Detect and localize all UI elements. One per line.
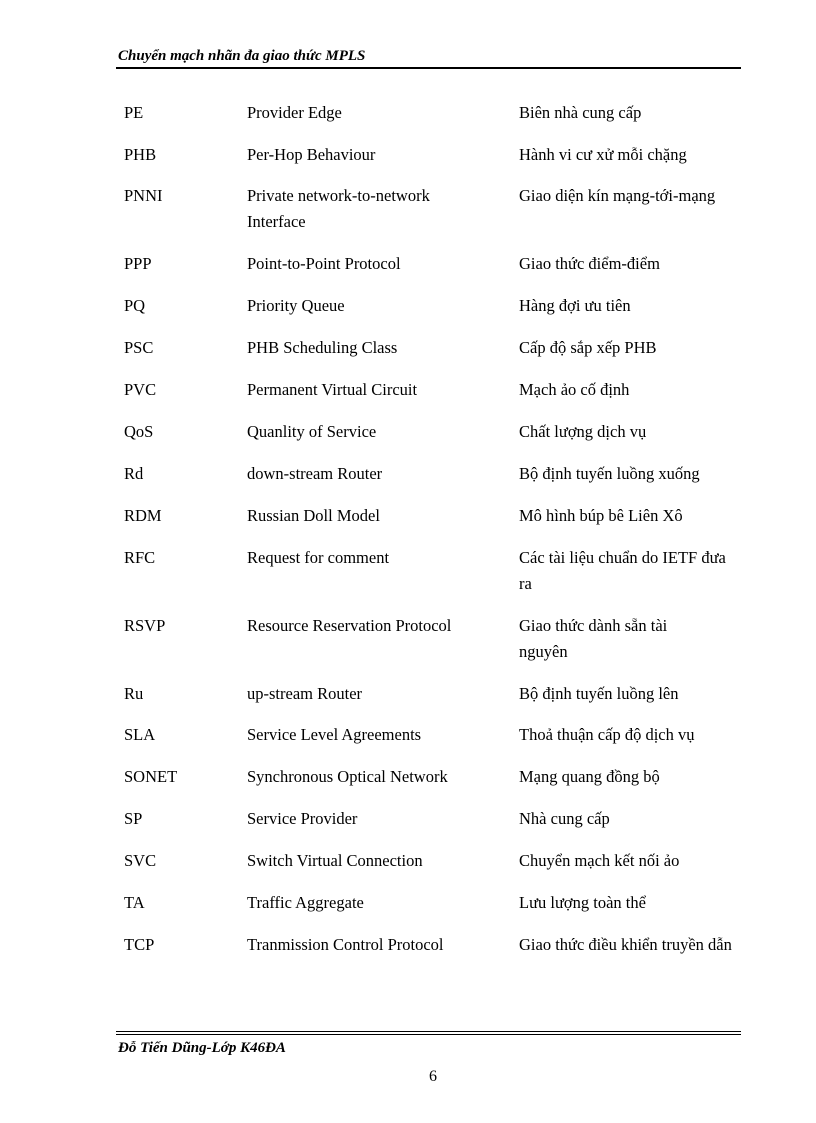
term: Point-to-Point Protocol [247, 254, 401, 273]
page-number: 6 [429, 1068, 437, 1085]
term: Provider Edge [247, 103, 342, 122]
meaning: Cấp độ sắp xếp PHB [519, 338, 657, 357]
abbreviation: RSVP [124, 616, 166, 635]
meaning: Chuyển mạch kết nối ảo [519, 851, 680, 870]
meaning: Giao diện kín mạng-tới-mạng [519, 186, 716, 205]
term: Quanlity of Service [247, 422, 377, 441]
meaning: Lưu lượng toàn thể [519, 893, 646, 912]
abbreviation: QoS [124, 422, 154, 441]
meaning: Chất lượng dịch vụ [519, 422, 647, 441]
meaning: Mạch ảo cố định [519, 380, 630, 399]
abbreviation: PPP [124, 254, 152, 273]
abbreviation: Ru [124, 684, 144, 703]
term: Permanent Virtual Circuit [247, 380, 418, 399]
meaning: Mạng quang đồng bộ [519, 767, 660, 786]
term: PHB Scheduling Class [247, 338, 398, 357]
meaning: Giao thức điểm-điểm [519, 254, 660, 273]
footer-divider [116, 1031, 741, 1032]
meaning: Hàng đợi ưu tiên [519, 296, 631, 315]
abbreviation: PHB [124, 145, 157, 164]
meaning: Bộ định tuyến luồng xuống [519, 464, 700, 483]
page-header-title: Chuyển mạch nhãn đa giao thức MPLS [118, 48, 366, 64]
term: Russian Doll Model [247, 506, 380, 525]
abbreviation: PQ [124, 296, 146, 315]
abbreviation: TCP [124, 935, 155, 954]
header-divider [116, 67, 741, 69]
term: Resource Reservation Protocol [247, 616, 452, 635]
abbreviation: PE [124, 103, 144, 122]
meaning: Giao thức dành sẵn tài nguyên [519, 616, 668, 661]
term: Switch Virtual Connection [247, 851, 423, 870]
footer-author: Đỗ Tiến Dũng-Lớp K46ĐA [118, 1040, 286, 1056]
abbreviation: SP [124, 809, 143, 828]
abbreviation: Rd [124, 464, 144, 483]
footer-divider [116, 1034, 741, 1035]
abbreviation: SVC [124, 851, 157, 870]
meaning: Nhà cung cấp [519, 809, 610, 828]
term: Synchronous Optical Network [247, 767, 448, 786]
meaning: Bộ định tuyến luồng lên [519, 684, 679, 703]
term: Service Level Agreements [247, 725, 422, 744]
abbreviation: SLA [124, 725, 156, 744]
abbreviation: TA [124, 893, 145, 912]
abbreviation: PSC [124, 338, 154, 357]
term: up-stream Router [247, 684, 363, 703]
abbreviation: RFC [124, 548, 156, 567]
term: down-stream Router [247, 464, 383, 483]
abbreviation: PVC [124, 380, 157, 399]
meaning: Các tài liệu chuẩn do IETF đưa ra [519, 548, 735, 593]
abbreviation: RDM [124, 506, 162, 525]
term: Per-Hop Behaviour [247, 145, 376, 164]
meaning: Biên nhà cung cấp [519, 103, 642, 122]
term: Tranmission Control Protocol [247, 935, 444, 954]
term: Priority Queue [247, 296, 345, 315]
term: Service Provider [247, 809, 358, 828]
term: Private network-to-network Interface [247, 186, 430, 231]
abbreviation: SONET [124, 767, 178, 786]
term: Traffic Aggregate [247, 893, 364, 912]
meaning: Giao thức điều khiển truyền dẫn [519, 935, 732, 954]
term: Request for comment [247, 548, 390, 567]
meaning: Thoả thuận cấp độ dịch vụ [519, 725, 695, 744]
abbreviation: PNNI [124, 186, 163, 205]
meaning: Mô hình búp bê Liên Xô [519, 506, 683, 525]
meaning: Hành vi cư xử mỗi chặng [519, 145, 687, 164]
